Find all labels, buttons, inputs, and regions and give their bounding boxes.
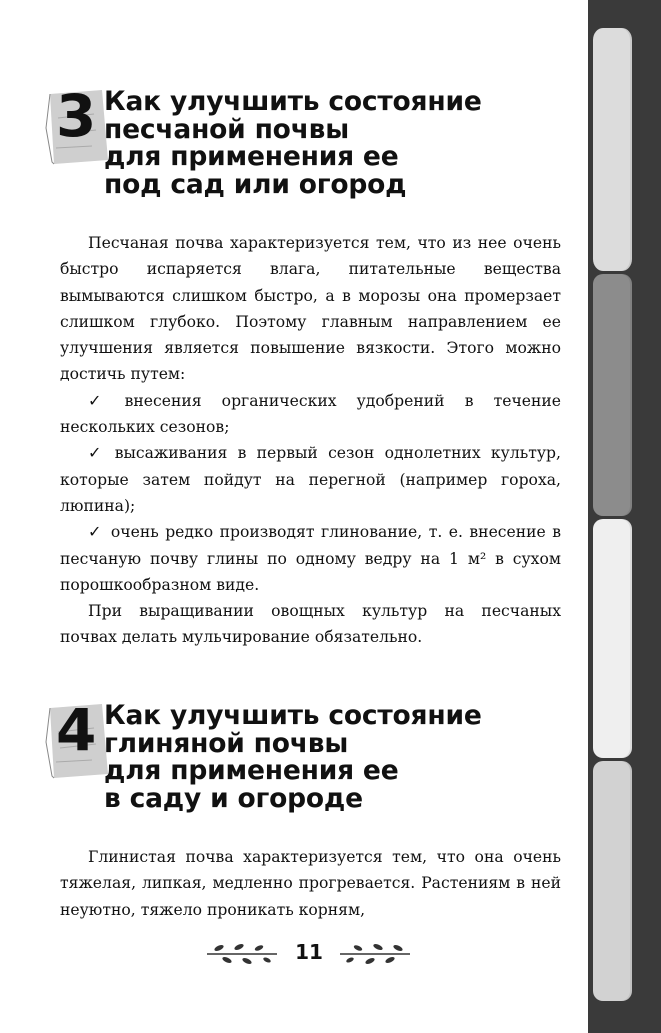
check-icon: ✓	[88, 390, 117, 410]
leaf-ornament-right-icon	[338, 938, 413, 968]
section-title-line: глиняной почвы	[104, 727, 349, 759]
leaf-ornament-left-icon	[205, 938, 280, 968]
chapter-tab-3[interactable]	[593, 519, 632, 758]
page-number: 11	[295, 940, 323, 964]
section-title-line: под сад или огород	[104, 168, 407, 200]
section-title-line: Как улучшить состояние	[104, 700, 482, 731]
chapter-tab-2[interactable]	[593, 274, 632, 516]
section-3-body	[60, 230, 561, 651]
check-icon: ✓	[88, 443, 107, 463]
chapter-tab-1[interactable]	[593, 28, 632, 271]
section-3-heading	[44, 82, 524, 206]
section-number: 4	[56, 696, 97, 764]
page-footer	[0, 936, 588, 972]
section-title-line: песчаной почвы	[104, 113, 350, 145]
check-icon: ✓	[88, 522, 103, 542]
list-item	[60, 388, 561, 441]
section-title	[104, 702, 482, 812]
list-item	[60, 440, 561, 519]
list-item	[60, 519, 561, 598]
section-4-body	[60, 844, 561, 923]
section-title-line: в саду и огороде	[104, 782, 363, 814]
chapter-tab-4[interactable]	[593, 761, 632, 1001]
section-title	[104, 88, 482, 198]
list-item-text: очень редко производят глинование, т. е. внесение в песчаную почву глины по одному ведру на 1 м² в сухом порошкообразном виде.	[60, 523, 562, 594]
section-title-line: Как улучшить состояние	[104, 86, 482, 117]
paragraph: Глинистая почва характеризуется тем, что она очень тяжелая, липкая, медленно прогревается. Растениям в ней неуютно, тяжело проникать корням,	[60, 848, 561, 919]
list-item-text: высаживания в первый сезон однолетних культур, которые затем пойдут на перегной (например гороха, люпина);	[60, 444, 561, 515]
list-item-text: внесения органических удобрений в течение нескольких сезонов;	[60, 391, 562, 437]
section-number: 3	[56, 82, 97, 150]
section-title-line: для применения ее	[104, 755, 399, 786]
section-4-heading	[44, 696, 524, 820]
paragraph: Песчаная почва характеризуется тем, что из нее очень быстро испаряется влага, питательные вещества вымываются слишком быстро, а в морозы она промерзает слишком глубоко. Поэтому главным направлением ее улучшения является повышение вязкости. Этого можно достичь путем:	[60, 234, 561, 384]
section-title-line: для применения ее	[104, 141, 399, 172]
paragraph: При выращивании овощных культур на песчаных почвах делать мульчирование обязательно.	[60, 602, 561, 647]
